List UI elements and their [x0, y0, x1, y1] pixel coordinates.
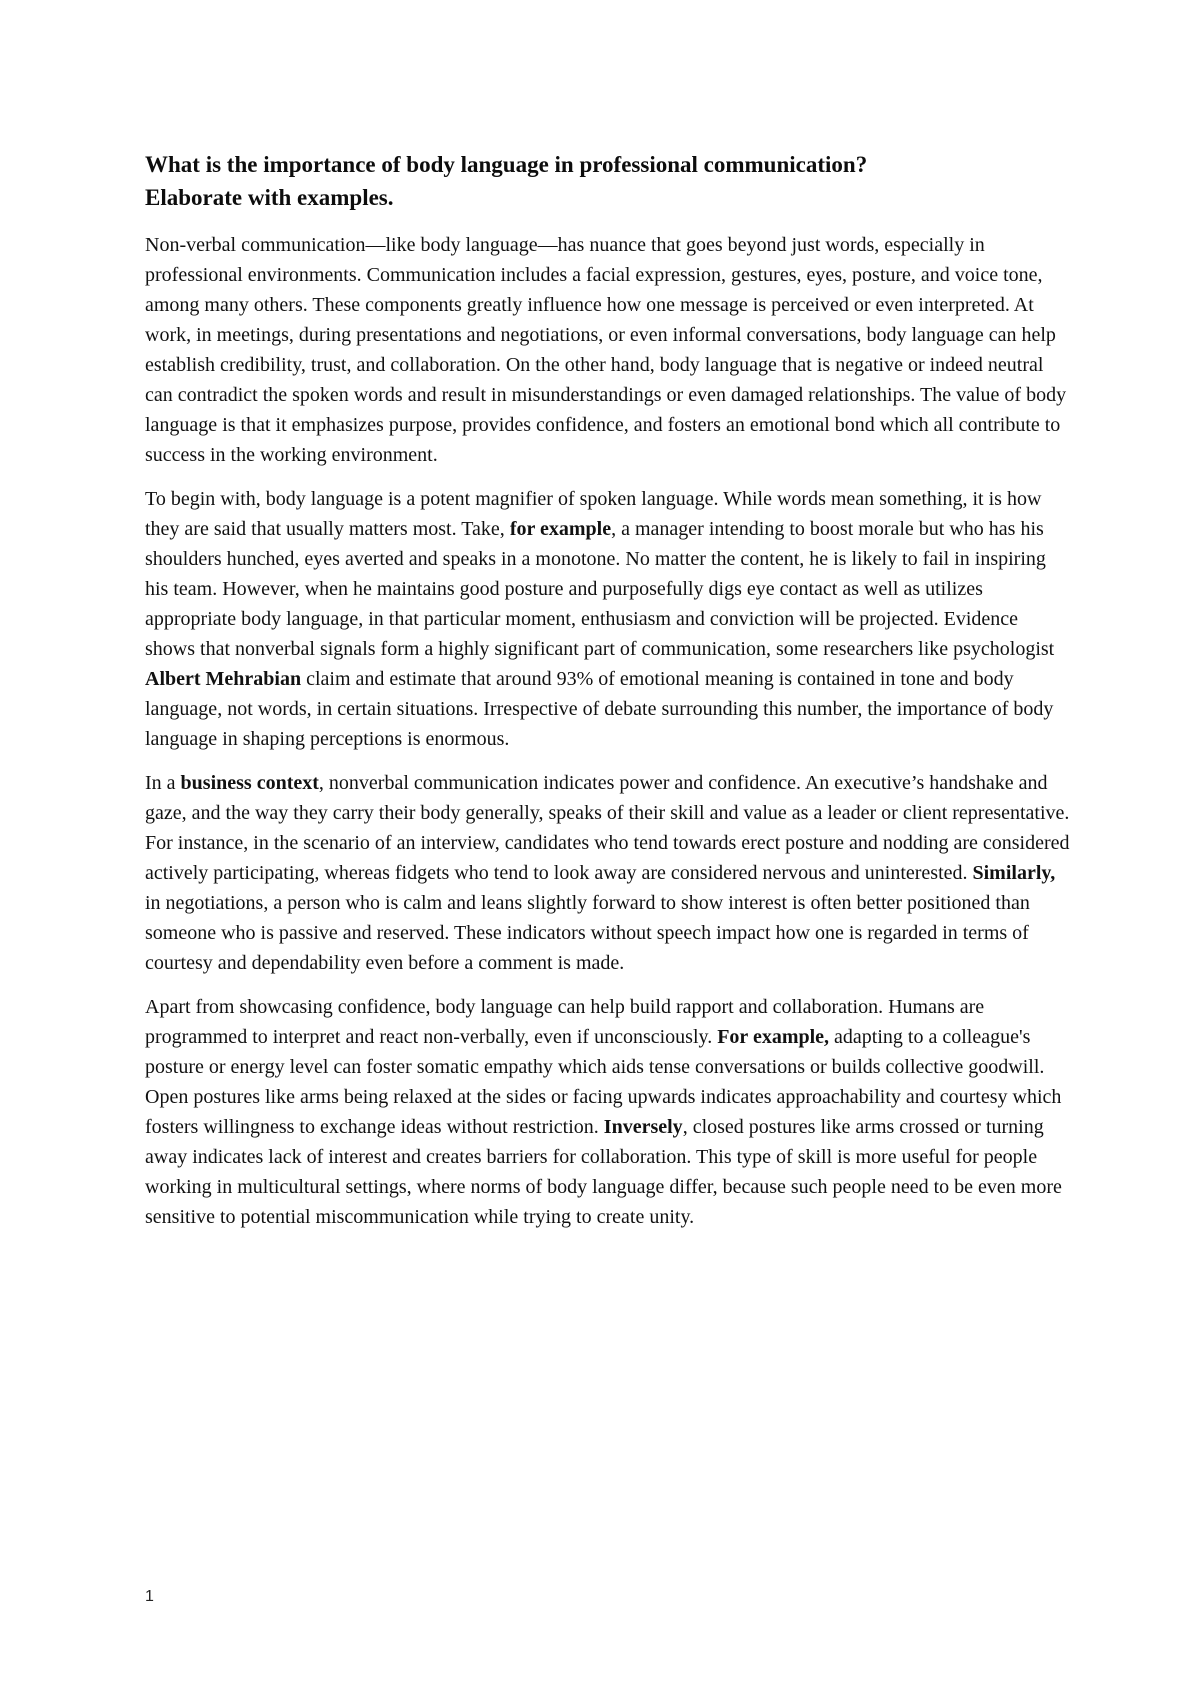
paragraph-text: claim and estimate that around 93% of emotional meaning is contained in tone and body language, not words, in certain situations. Irrespective of debate surrounding this number, the importance of body language in shaping perceptions is enormous. [145, 668, 1054, 750]
paragraph-text: in negotiations, a person who is calm and leans slightly forward to show interest is often better positioned than someone who is passive and reserved. These indicators without speech impact how one is regarded in terms of courtesy and dependability even before a comment is made. [145, 892, 1030, 974]
paragraph-4 [145, 992, 1070, 1232]
bold-phrase: for example [509, 518, 612, 540]
bold-phrase: Similarly, [972, 862, 1056, 884]
paragraph-text: , nonverbal communication indicates power and confidence. An executive’s handshake and gaze, and the way they carry their body generally, speaks of their skill and value as a leader or client representative. For instance, in the scenario of an interview, candidates who tend towards erect posture and nodding are considered actively participating, whereas fidgets who tend to look away are considered nervous and uninterested. [145, 772, 1070, 884]
bold-phrase: Inversely [603, 1116, 683, 1138]
paragraph-1 [145, 230, 1070, 470]
bold-phrase: For example, [717, 1026, 830, 1048]
paragraph-text: , closed postures like arms crossed or turning away indicates lack of interest and creates barriers for collaboration. This type of skill is more useful for people working in multicultural settings, where norms of body language differ, because such people need to be even more sensitive to potential miscommunication while trying to create unity. [145, 1116, 1062, 1228]
bold-phrase: Albert Mehrabian [145, 668, 302, 690]
paragraph-text: Apart from showcasing confidence, body language can help build rapport and collaboration. Humans are programmed to interpret and react non-verbally, even if unconsciously. [145, 996, 985, 1048]
paragraph-2 [145, 484, 1070, 754]
paragraph-text: In a [145, 772, 181, 794]
paragraph-text: To begin with, body language is a potent magnifier of spoken language. While words mean something, it is how they are said that usually matters most. Take, [145, 488, 1042, 540]
bold-phrase: business context [180, 772, 319, 794]
paragraph-3 [145, 768, 1070, 978]
heading-line-2: Elaborate with examples. [145, 185, 394, 210]
paragraph-text: adapting to a colleague's posture or energy level can foster somatic empathy which aids tense conversations or builds collective goodwill. Open postures like arms being relaxed at the sides or facing upwards indicates approachability and courtesy which fosters willingness to exchange ideas without restriction. [145, 1026, 1062, 1138]
document-heading [145, 148, 1070, 214]
heading-line-1: What is the importance of body language in professional communication? [145, 152, 868, 177]
document-body [145, 148, 1070, 1246]
page-number: 1 [145, 1588, 154, 1605]
paragraph-text: , a manager intending to boost morale but who has his shoulders hunched, eyes averted and speaks in a monotone. No matter the content, he is likely to fail in inspiring his team. However, when he maintains good posture and purposefully digs eye contact as well as utilizes appropriate body language, in that particular moment, enthusiasm and conviction will be projected. Evidence shows that nonverbal signals form a highly significant part of communication, some researchers like psychologist [145, 518, 1055, 660]
paragraph-text: Non-verbal communication—like body language—has nuance that goes beyond just words, especially in professional environments. Communication includes a facial expression, gestures, eyes, posture, and voice tone, among many others. These components greatly influence how one message is perceived or even interpreted. At work, in meetings, during presentations and negotiations, or even informal conversations, body language can help establish credibility, trust, and collaboration. On the other hand, body language that is negative or indeed neutral can contradict the spoken words and result in misunderstandings or even damaged relationships. The value of body language is that it emphasizes purpose, provides confidence, and fosters an emotional bond which all contribute to success in the working environment. [145, 234, 1067, 466]
